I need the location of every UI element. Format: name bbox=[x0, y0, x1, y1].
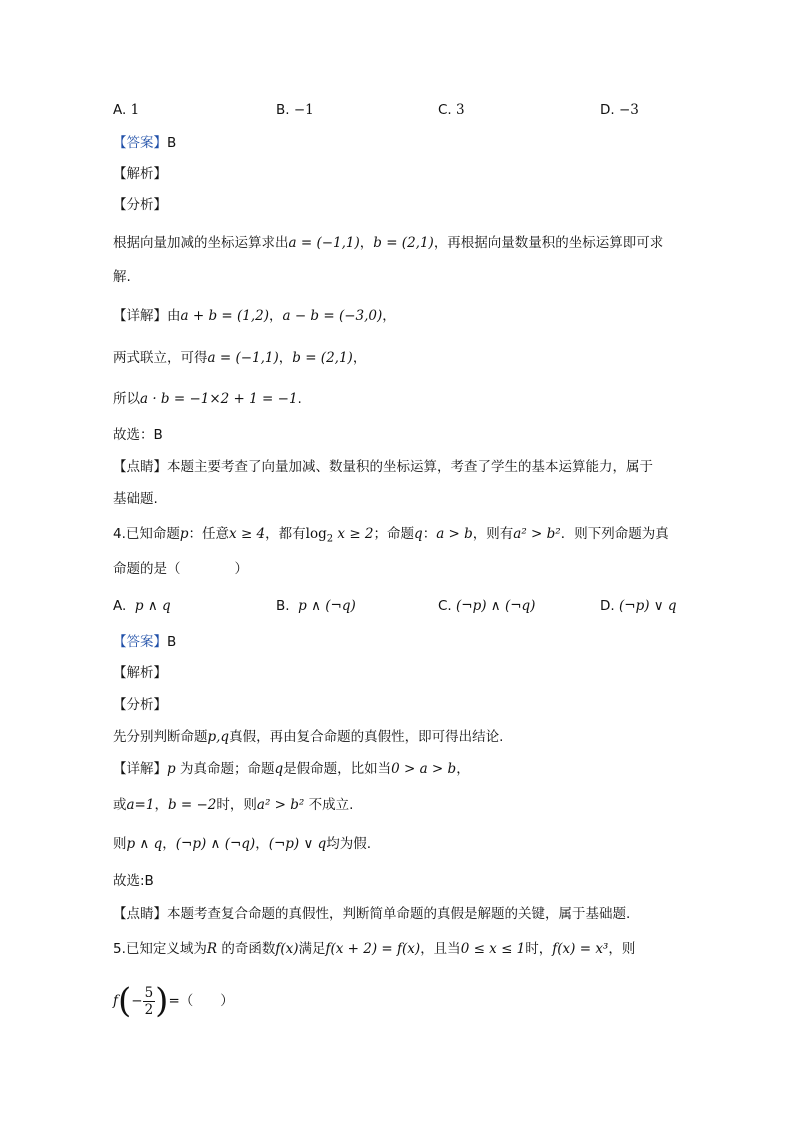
q3-detail-line1: 【详解】由a + b = (1,2)，a − b = (−3,0)， bbox=[113, 308, 396, 324]
q5-stem-line2: f(− $\frac{5}{2}$ )=（ ） bbox=[113, 981, 234, 1021]
q4-comment: 【点睛】本题考查复合命题的真假性，判断简单命题的真假是解题的关键，属于基础题. bbox=[113, 906, 631, 922]
option-b: B. −1 bbox=[276, 102, 314, 118]
option-d: D. −3 bbox=[600, 102, 639, 118]
q4-choose: 故选:B bbox=[113, 873, 154, 889]
q3-analysis-heading: 【解析】 bbox=[113, 166, 167, 182]
q4-detail-line2: 或a=1，b = −2时，则a² > b² 不成立. bbox=[113, 797, 354, 813]
q4-stem-line2: 命题的是（ ） bbox=[113, 561, 248, 577]
q3-detail-line3: 所以a · b = −1×2 + 1 = −1. bbox=[113, 391, 302, 407]
q3-fenxi-heading: 【分析】 bbox=[113, 197, 167, 213]
q3-comment-line1: 【点睛】本题主要考查了向量加减、数量积的坐标运算，考查了学生的基本运算能力，属于 bbox=[113, 459, 653, 475]
q3-fenxi-line2: 解. bbox=[113, 269, 131, 285]
q4-fenxi-line: 先分别判断命题p,q真假，再由复合命题的真假性，即可得出结论. bbox=[113, 729, 504, 745]
q4-fenxi-heading: 【分析】 bbox=[113, 697, 167, 713]
q4-detail-line1: 【详解】p 为真命题；命题q是假命题，比如当0 > a > b， bbox=[113, 761, 470, 777]
q4-option-b: B. p ∧ (¬q) bbox=[276, 598, 356, 614]
q4-stem-line1: 4.已知命题p：任意x ≥ 4，都有$\log_2 x \ge 2$；命题q：a > b，则有a² > b²．则下列命题为真 bbox=[113, 526, 669, 545]
q3-comment-line2: 基础题. bbox=[113, 491, 158, 507]
q4-analysis-heading: 【解析】 bbox=[113, 665, 167, 681]
fraction: $\frac{5}{2}$ bbox=[144, 984, 154, 1018]
q3-choose: 故选：B bbox=[113, 427, 163, 443]
q3-fenxi-line1: 根据向量加减的坐标运算求出a = (−1,1)，b = (2,1)，再根据向量数量积的坐标运算即可求 bbox=[113, 235, 664, 251]
q4-option-c: C. (¬p) ∧ (¬q) bbox=[438, 598, 536, 614]
q4-option-a: A. p ∧ q bbox=[113, 598, 171, 614]
q3-detail-line2: 两式联立，可得a = (−1,1)，b = (2,1)， bbox=[113, 350, 367, 366]
q4-answer: 【答案】B bbox=[113, 634, 177, 650]
q3-answer: 【答案】B bbox=[113, 135, 177, 151]
option-c: C. 3 bbox=[438, 102, 465, 118]
q5-stem-line1: 5.已知定义域为R 的奇函数f(x)满足f(x + 2) = f(x)，且当0 ≤ x ≤ 1时，f(x) = x³，则 bbox=[113, 941, 636, 957]
q4-option-d: D. (¬p) ∨ q bbox=[600, 598, 677, 614]
option-a: A. 1 bbox=[113, 102, 140, 118]
q4-detail-line3: 则p ∧ q，(¬p) ∧ (¬q)，(¬p) ∨ q均为假. bbox=[113, 836, 372, 852]
